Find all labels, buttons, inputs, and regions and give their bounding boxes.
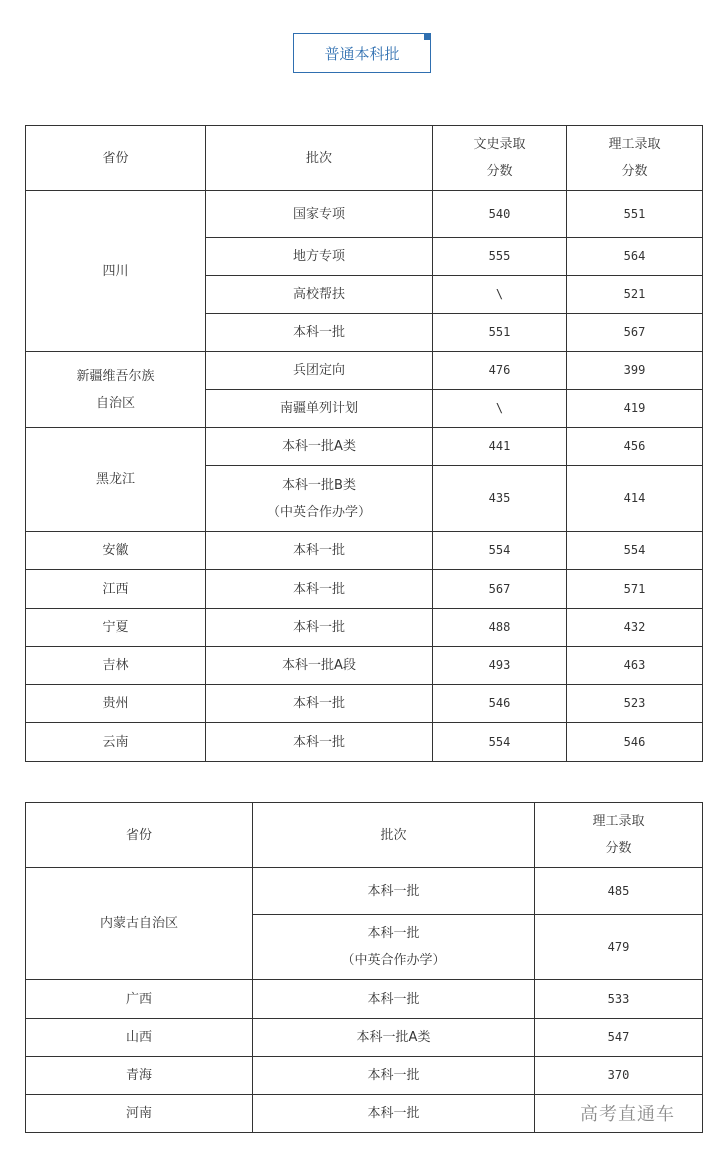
batch-cell: 南疆单列计划 — [206, 390, 433, 428]
batch-cell: 本科一批 — [253, 1095, 535, 1133]
batch-line1: 本科一批 — [367, 926, 420, 941]
batch-cell: 本科一批 — [253, 980, 535, 1019]
science-score-cell: 414 — [567, 466, 703, 532]
header-arts-score — [433, 126, 567, 191]
science-score-cell: 523 — [567, 685, 703, 723]
arts-score-cell: \ — [433, 390, 567, 428]
header-arts-line1: 文史录取 — [473, 137, 526, 152]
arts-score-cell: \ — [433, 276, 567, 314]
province-cell: 黑龙江 — [26, 428, 206, 532]
table-row — [26, 428, 703, 466]
science-score-cell: 479 — [535, 915, 703, 980]
table-row — [26, 352, 703, 390]
batch-cell: 国家专项 — [206, 191, 433, 238]
batch-cell: 兵团定向 — [206, 352, 433, 390]
table-row — [26, 647, 703, 685]
header-province: 省份 — [26, 126, 206, 191]
header-sci-line1: 理工录取 — [608, 137, 661, 152]
science-score-cell: 521 — [567, 276, 703, 314]
corner-marker — [424, 33, 431, 40]
province-cell — [26, 352, 206, 428]
batch-cell — [253, 915, 535, 980]
score-table-arts-science — [25, 125, 703, 762]
arts-score-cell: 493 — [433, 647, 567, 685]
table-header-row — [26, 126, 703, 191]
arts-score-cell: 551 — [433, 314, 567, 352]
batch-cell: 本科一批A类 — [253, 1019, 535, 1057]
province-cell: 江西 — [26, 570, 206, 609]
batch-line1: 本科一批B类 — [282, 477, 356, 493]
science-score-cell: 564 — [567, 238, 703, 276]
science-score-cell: 370 — [535, 1057, 703, 1095]
batch-cell: 本科一批 — [206, 570, 433, 609]
science-score-cell: 547 — [535, 1019, 703, 1057]
science-score-cell: 571 — [567, 570, 703, 609]
score-table-science-only — [25, 802, 703, 1133]
header-batch: 批次 — [253, 803, 535, 868]
science-score-cell: 399 — [567, 352, 703, 390]
province-cell: 贵州 — [26, 685, 206, 723]
arts-score-cell: 488 — [433, 609, 567, 647]
arts-score-cell: 546 — [433, 685, 567, 723]
header-province: 省份 — [26, 803, 253, 868]
arts-score-cell: 554 — [433, 723, 567, 762]
science-score-cell: 533 — [535, 980, 703, 1019]
batch-cell: 本科一批A段 — [206, 647, 433, 685]
header-batch: 批次 — [206, 126, 433, 191]
arts-score-cell: 555 — [433, 238, 567, 276]
science-score-cell: 485 — [535, 868, 703, 915]
table-row — [26, 191, 703, 238]
province-line1: 新疆维吾尔族 — [76, 368, 155, 384]
arts-score-cell: 441 — [433, 428, 567, 466]
batch-cell: 本科一批 — [206, 685, 433, 723]
arts-score-cell: 540 — [433, 191, 567, 238]
batch-cell: 本科一批A类 — [206, 428, 433, 466]
arts-score-cell: 567 — [433, 570, 567, 609]
batch-line2: （中英合作办学） — [266, 504, 371, 520]
table-row — [26, 868, 703, 915]
header-arts-line2: 分数 — [486, 164, 513, 179]
province-cell: 山西 — [26, 1019, 253, 1057]
table-row — [26, 723, 703, 762]
science-score-cell: 567 — [567, 314, 703, 352]
section-title — [293, 33, 431, 73]
section-title-text: 普通本科批 — [324, 44, 400, 63]
province-cell: 宁夏 — [26, 609, 206, 647]
science-score-cell: 456 — [567, 428, 703, 466]
watermark-text: 高考直通车 — [580, 1104, 675, 1125]
batch-cell: 本科一批 — [206, 609, 433, 647]
batch-line2: （中英合作办学） — [341, 953, 446, 968]
header-science-score — [535, 803, 703, 868]
province-cell: 广西 — [26, 980, 253, 1019]
arts-score-cell: 554 — [433, 532, 567, 570]
table-row — [26, 980, 703, 1019]
header-sci-line2: 分数 — [605, 841, 632, 856]
table-header-row — [26, 803, 703, 868]
batch-cell: 地方专项 — [206, 238, 433, 276]
header-sci-line2: 分数 — [621, 164, 648, 179]
batch-cell: 本科一批 — [253, 868, 535, 915]
batch-cell — [206, 466, 433, 532]
batch-cell: 本科一批 — [206, 314, 433, 352]
province-cell: 云南 — [26, 723, 206, 762]
arts-score-cell: 435 — [433, 466, 567, 532]
province-cell: 吉林 — [26, 647, 206, 685]
science-score-cell: 463 — [567, 647, 703, 685]
province-line2: 自治区 — [95, 395, 135, 411]
science-score-cell: 432 — [567, 609, 703, 647]
table-row — [26, 609, 703, 647]
arts-score-cell: 476 — [433, 352, 567, 390]
science-score-cell: 546 — [567, 723, 703, 762]
science-score-cell: 419 — [567, 390, 703, 428]
province-cell: 四川 — [26, 191, 206, 352]
header-science-score — [567, 126, 703, 191]
table-row — [26, 1057, 703, 1095]
batch-cell: 本科一批 — [206, 723, 433, 762]
province-cell: 内蒙古自治区 — [26, 868, 253, 980]
province-cell: 青海 — [26, 1057, 253, 1095]
table-row — [26, 1019, 703, 1057]
science-score-cell: 554 — [567, 532, 703, 570]
table-row — [26, 570, 703, 609]
table-row — [26, 685, 703, 723]
batch-cell: 本科一批 — [253, 1057, 535, 1095]
province-cell: 河南 — [26, 1095, 253, 1133]
batch-cell: 本科一批 — [206, 532, 433, 570]
batch-cell: 高校帮扶 — [206, 276, 433, 314]
science-score-cell: 551 — [567, 191, 703, 238]
table-row — [26, 532, 703, 570]
header-sci-line1: 理工录取 — [592, 814, 645, 829]
province-cell: 安徽 — [26, 532, 206, 570]
